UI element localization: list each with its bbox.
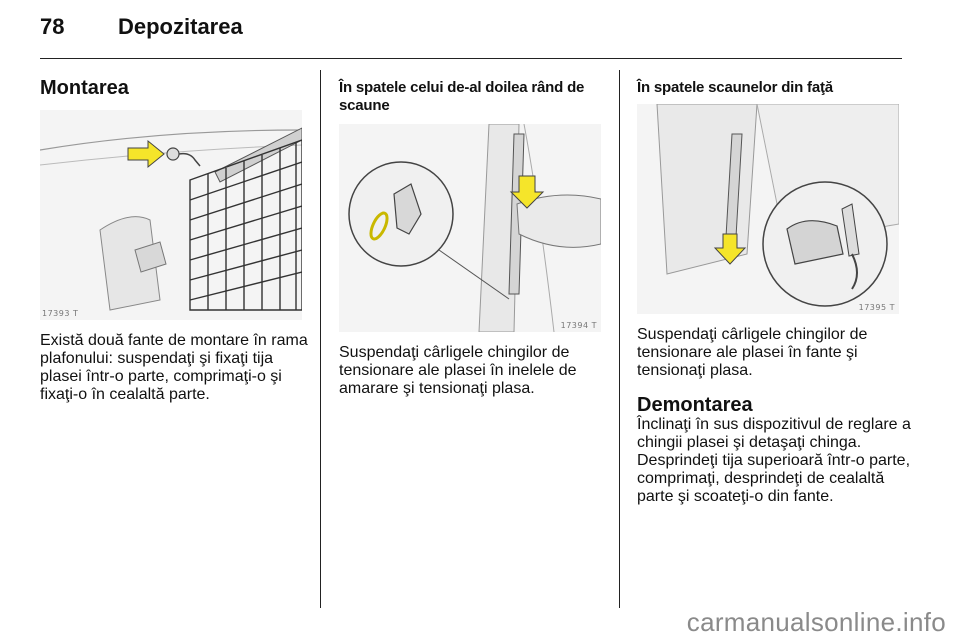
section-heading-demontarea: Demontarea bbox=[637, 394, 753, 416]
body-text-montarea: Există două fante de montare în rama plafonului: suspendaţi şi fixaţi tija plasei într-o parte, comprimaţi-o şi fixaţi-o în cealaltă parte. bbox=[40, 332, 308, 403]
subheading-second-row: În spatele celui de-al doilea rând de scaune bbox=[339, 79, 585, 114]
column-divider-2 bbox=[619, 70, 620, 608]
figure-id: 17394 T bbox=[560, 321, 597, 330]
subheading-front-seats: În spatele scaunelor din faţă bbox=[637, 79, 833, 96]
page-number: 78 bbox=[40, 14, 65, 39]
figure-id: 17395 T bbox=[858, 303, 895, 312]
body-text-front-seats: Suspendaţi cârligele chingilor de tensionare ale plasei în fante şi tensionaţi plasa. bbox=[637, 326, 868, 379]
body-text-second-row: Suspendaţi cârligele chingilor de tensionare ale plasei în inelele de amarare şi tensionaţi plasa. bbox=[339, 344, 577, 397]
figure-net-mounting bbox=[40, 110, 302, 320]
figure-id: 17393 T bbox=[42, 309, 79, 318]
figure-front-seats-hooks bbox=[637, 104, 899, 314]
column-divider-1 bbox=[320, 70, 321, 608]
page-title: Depozitarea bbox=[118, 14, 243, 39]
figure-second-row-hooks bbox=[339, 124, 601, 332]
watermark: carmanualsonline.info bbox=[686, 607, 946, 637]
header-divider bbox=[40, 58, 902, 59]
section-heading-montarea: Montarea bbox=[40, 77, 129, 99]
body-text-demontarea: Înclinaţi în sus dispozitivul de reglare a chingii plasei şi detaşaţi chinga. Desprindeţi tija superioară într-o parte, comprimaţi, desprindeţi de cealaltă parte şi scoateţi-o din fante. bbox=[637, 416, 911, 505]
